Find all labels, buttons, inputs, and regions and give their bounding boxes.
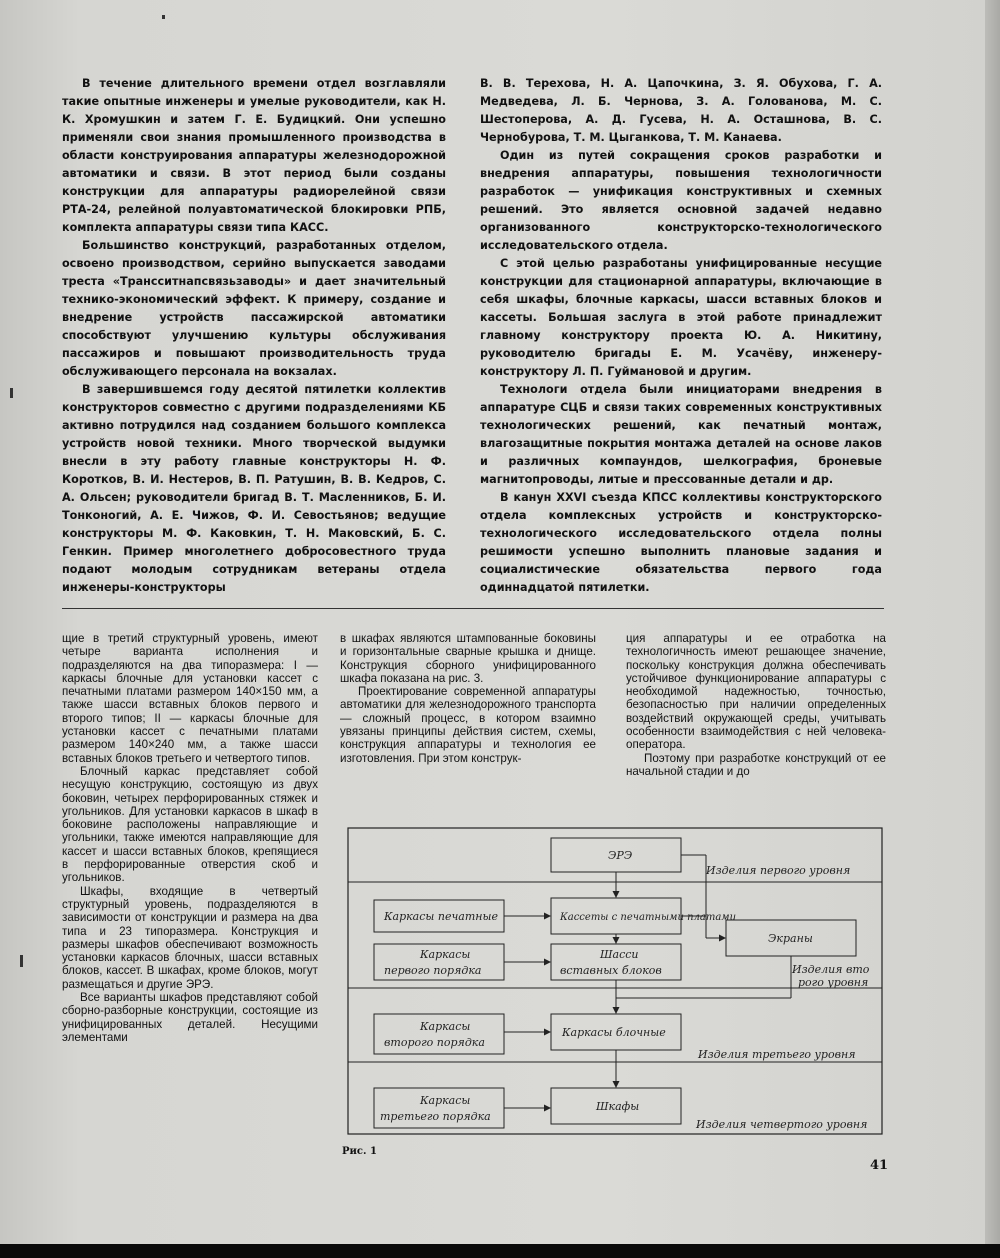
level-1-label: Изделия первого уровня	[706, 864, 851, 877]
paragraph: Все варианты шкафов представляют собой сборно-разборные конструкции, состоящие из унифицированных деталей. Несущими элементами	[62, 991, 318, 1044]
level-4-label: Изделия четвертого уровня	[696, 1118, 868, 1131]
level-2-label-b: рого уровня	[798, 976, 869, 989]
box-ere-label: ЭРЭ	[608, 849, 633, 862]
paragraph: щие в третий структурный уровень, имеют четыре варианта исполнения и подразделяются на два типоразмера: I — каркасы блочные для установки кассет с печатными платами размером 140×150 мм, а также шасси вставных блоков первого и второго типов; II — каркасы блочные для установки кассет с печатными платами размером 140×240 мм, а также шасси вставных блоков третьего и четвертого типов.	[62, 632, 318, 765]
paragraph: Проектирование современной аппаратуры автоматики для железнодорожного транспорта — сложный процесс, в котором взаимно увязаны принципы действия систем, схемы, конструкция аппаратуры и технология ее изготовления. При этом конструк-	[340, 685, 596, 765]
box-shassi-label-2: вставных блоков	[560, 964, 662, 977]
paragraph: Большинство конструкций, разработанных отделом, освоено производством, серийно выпускается заводами треста «Трансситнапсвязьзаводы» и дает значительный технико-экономический эффект. К примеру, создание и внедрение устройств пассажирской автоматики способствуют улучшению культуры обслуживания пассажиров и повышают производительность труда обслуживающего персонала на вокзалах.	[62, 239, 446, 378]
box-karkasy-blochnye-label: Каркасы блочные	[562, 1026, 666, 1039]
box-karkasy-tretego-label-1: Каркасы	[420, 1094, 471, 1107]
page-number: 41	[870, 1158, 889, 1173]
scan-mark	[162, 15, 165, 19]
box-kassety-label: Кассеты с печатными платами	[560, 912, 737, 923]
box-ekrany-label: Экраны	[768, 932, 813, 945]
box-karkasy-pechatnye-label: Каркасы печатные	[384, 910, 498, 923]
paragraph: В канун XXVI съезда КПСС коллективы конструкторского отдела комплексных устройств и конструкторско-технологического исследовательского отдела полны решимости успешно выполнить плановые задания и социалистические обязательства первого года одиннадцатой пятилетки.	[480, 491, 882, 594]
section-divider	[62, 608, 884, 609]
scan-mark	[10, 388, 13, 398]
top-right-column	[480, 75, 882, 597]
scan-edge	[985, 0, 1000, 1245]
box-shkafy-label: Шкафы	[596, 1100, 640, 1113]
paragraph: Блочный каркас представляет собой несущую конструкцию, состоящую из двух боковин, четырех перфорированных стяжек и угольников. Для установки каркасов в шкаф в боковине расположены направляющие и угольники, также имеются направляющие для кассет и шасси вставных блоков, крепящиеся в перфорированные отверстия скоб и угольников.	[62, 764, 318, 885]
level-3-label: Изделия третьего уровня	[698, 1048, 856, 1061]
paragraph: Один из путей сокращения сроков разработки и внедрения аппаратуры, повышения технологичности разработок — унификация конструктивных и схемных решений. Это является основной задачей недавно организованного конструкторско-технологического исследовательского отдела.	[480, 149, 882, 252]
paragraph: С этой целью разработаны унифицированные несущие конструкции для стационарной аппаратуры, включающие в себя шкафы, блочные каркасы, шасси вставных блоков и кассеты. Большая заслуга в этой работе принадлежит главному конструктору проекта Ю. А. Никитину, руководителю бригады Е. М. Усачёву, инженеру-конструктору Л. П. Гуймановой и другим.	[480, 257, 882, 378]
paragraph: В. В. Терехова, Н. А. Цапочкина, З. Я. Обухова, Г. А. Медведева, Л. Б. Чернова, З. А. Голованова, М. С. Шестоперова, А. Д. Гусева, Н. А. Осташнова, В. С. Чернобурова, Т. М. Цыганкова, Т. М. Канаева.	[480, 77, 882, 144]
paragraph: В завершившемся году десятой пятилетки коллектив конструкторов совместно с другими подразделениями КБ активно потрудился над созданием большого комплекса устройств новой техники. Много творческой выдумки внесли в эту работу главные конструкторы Н. Ф. Коротков, В. И. Нестеров, В. П. Ратушин, В. В. Кедров, С. А. Ольсен; руководители бригад В. Т. Масленников, Б. И. Тонконогий, А. Е. Чижов, Ф. И. Севостьянов; ведущие конструкторы М. Ф. Каковкин, Т. Н. Маковский, Б. С. Генкин. Пример многолетнего добросовестного труда подают молодым сотрудникам ветераны отдела инженеры-конструкторы	[62, 383, 446, 594]
top-left-column	[62, 75, 446, 597]
level-2-label-a: Изделия вто	[792, 963, 870, 976]
box-karkasy-pervogo-label-1: Каркасы	[420, 948, 471, 961]
paragraph: В течение длительного времени отдел возглавляли такие опытные инженеры и умелые руководители, как Н. К. Хромушкин и затем Г. Е. Будицкий. Они успешно применяли свои знания промышленного производства в области конструирования аппаратуры железнодорожной автоматики и связи. В этот период были созданы конструкции для аппаратуры радиорелейной связи РТА-24, релейной полуавтоматической блокировки РПБ, комплекта аппаратуры связи типа КАСС.	[62, 77, 446, 234]
box-karkasy-pervogo-label-2: первого порядка	[384, 964, 482, 977]
bottom-column-1	[62, 632, 318, 1044]
box-karkasy-vtorogo-label-1: Каркасы	[420, 1020, 471, 1033]
paragraph: Поэтому при разработке конструкций от ее начальной стадии и до	[626, 751, 886, 778]
scan-mark	[20, 955, 23, 967]
paragraph: в шкафах являются штампованные боковины и горизонтальные сварные крышка и днище. Конструкция сборного унифицированного шкафа показана на рис. 3.	[340, 632, 596, 685]
figure-caption: Рис. 1	[342, 1146, 377, 1157]
paragraph: ция аппаратуры и ее отработка на технологичность имеют решающее значение, поскольку конструкция должна обеспечивать устойчивое функционирование аппаратуры с необходимой надежностью, точностью, безопасностью при наличии определенных воздействий окружающей среды, учитывать особенности взаимодействия с ней человека-оператора.	[626, 632, 886, 752]
paragraph: Шкафы, входящие в четвертый структурный уровень, подразделяются в зависимости от конструкции и размера на два типа и 23 типоразмера. Конструкция и размеры шкафов обеспечивают возможность установки каркасов блочных, шасси вставных блоков, кассет. В шкафах, кроме блоков, могут размещаться и другие ЭРЭ.	[62, 884, 318, 991]
box-karkasy-tretego-label-2: третьего порядка	[380, 1110, 491, 1123]
box-shassi-label-1: Шасси	[600, 948, 639, 961]
box-karkasy-vtorogo-label-2: второго порядка	[384, 1036, 485, 1049]
bottom-column-2	[340, 632, 596, 765]
structure-diagram	[346, 826, 886, 1138]
bottom-column-3	[626, 632, 886, 778]
paragraph: Технологи отдела были инициаторами внедрения в аппаратуре СЦБ и связи таких современных конструктивных технологических решений, как печатный монтаж, влагозащитные покрытия монтажа деталей на основе лаков и различных компаундов, шелкография, броневые магнитопроводы, литые и прессованные детали и др.	[480, 383, 882, 486]
scan-edge	[0, 1244, 1000, 1258]
